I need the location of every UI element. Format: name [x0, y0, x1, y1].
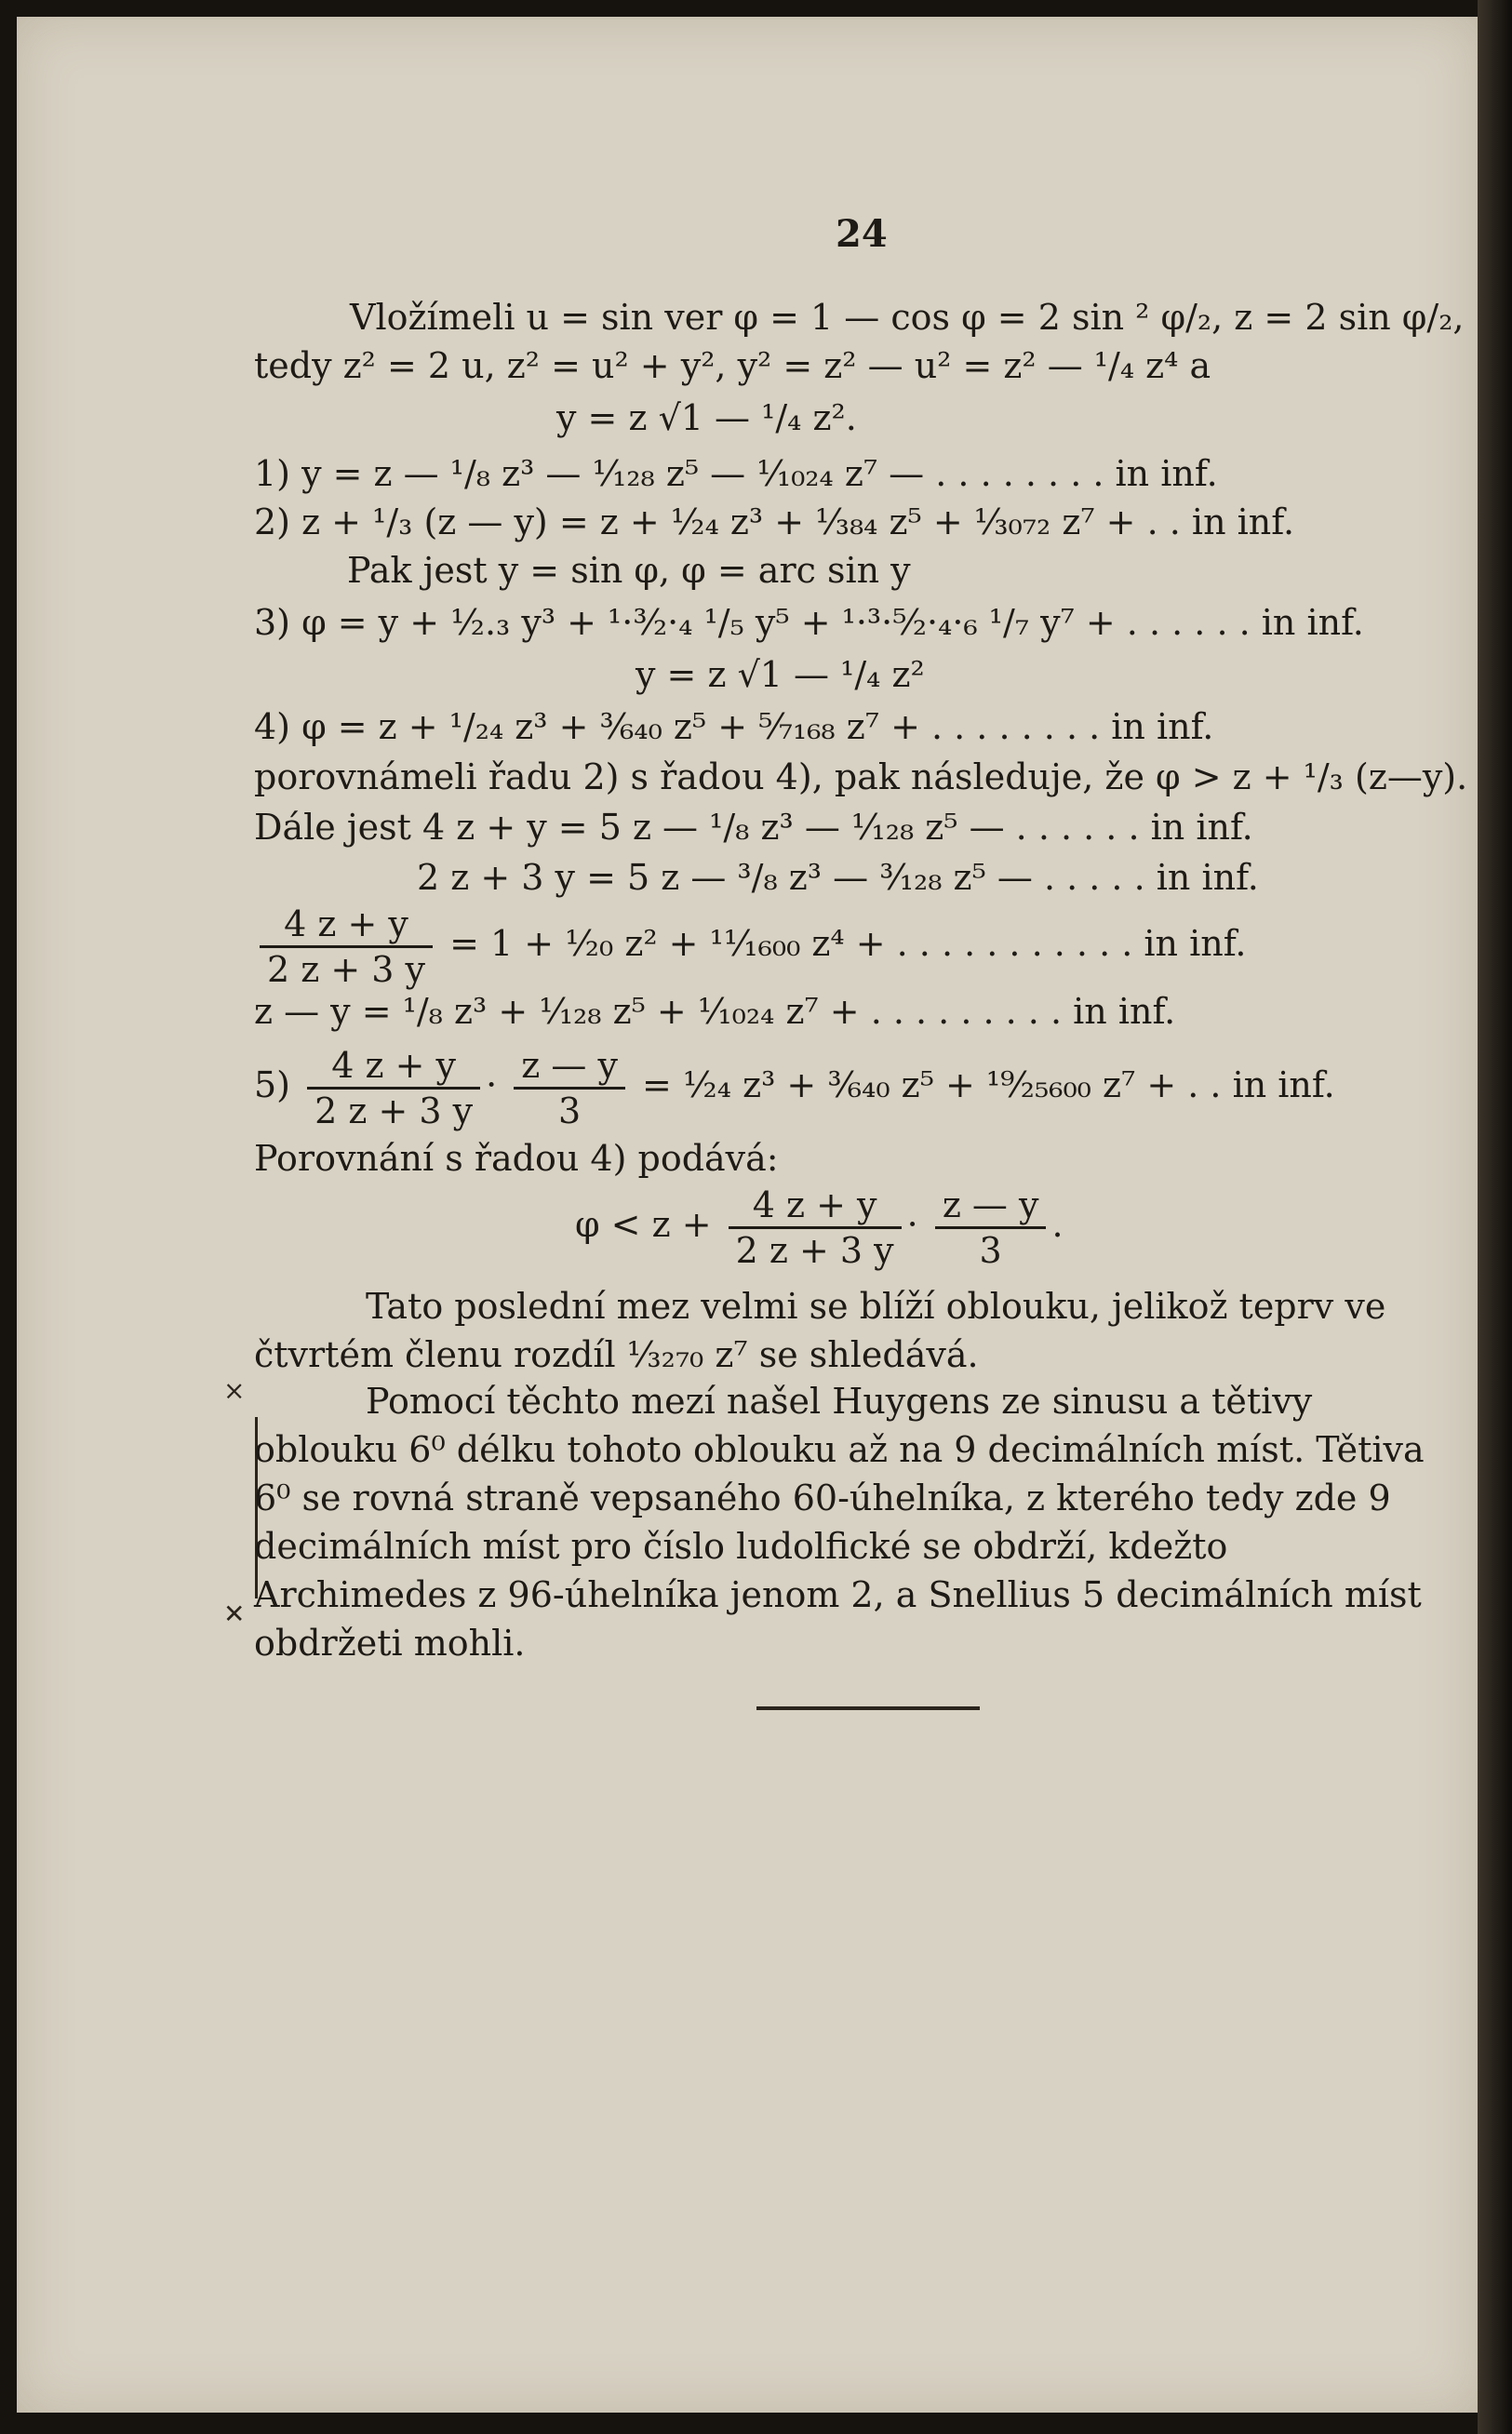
- fraction: [514, 1044, 625, 1132]
- page-number: 24: [836, 212, 888, 256]
- denominator: 2 z + 3 y: [267, 949, 425, 990]
- text-line-14: z — y = ¹/₈ z³ + ¹⁄₁₂₈ z⁵ + ¹⁄₁₀₂₄ z⁷ + . . . . . . . . . in inf.: [254, 991, 1176, 1032]
- book-spine-edge: [1478, 0, 1512, 2434]
- margin-mark-top: ×: [223, 1375, 246, 1406]
- denominator: 2 z + 3 y: [314, 1090, 474, 1131]
- text-line-3: y = z √1 — ¹/₄ z².: [556, 397, 857, 438]
- numerator: 4 z + y: [260, 903, 433, 948]
- paragraph-2: Pomocí těchto mezí našel Huygens ze sinusu a tětivy oblouku 6⁰ délku tohoto oblouku až na 9 decimálních míst. Tětiva 6⁰ se rovná straně vepsaného 60-úhelníka, z kterého tedy zde 9 decimálních míst pro číslo ludolfické se obdrží, kdežto Archimedes z 96-úhelníka jenom 2, a Snellius 5 decimálních míst obdržeti mohli.: [254, 1381, 1425, 1664]
- series-2: 2) z + ¹/₃ (z — y) = z + ¹⁄₂₄ z³ + ¹⁄₃₈₄ z⁵ + ¹⁄₃₀₇₂ z⁷ + . . in inf.: [254, 502, 1295, 542]
- fraction: [260, 903, 433, 991]
- fraction: [935, 1184, 1047, 1272]
- inequality-lhs: φ < z +: [575, 1204, 712, 1245]
- text-line-8: y = z √1 — ¹/₄ z²: [636, 654, 925, 695]
- numerator: z — y: [935, 1184, 1047, 1229]
- denominator: 3: [558, 1090, 582, 1131]
- text-line-16: Porovnání s řadou 4) podává:: [254, 1138, 779, 1179]
- series-3: 3) φ = y + ¹⁄₂.₃ y³ + ¹·³⁄₂·₄ ¹/₅ y⁵ + ¹·³·⁵⁄₂·₄·₆ ¹/₇ y⁷ + . . . . . . in inf.: [254, 602, 1364, 643]
- equation-5: 5) $\frac{4 z + y}{2 z + 3 y}$ · $\frac{z — y}{3}$ = ¹⁄₂₄ z³ + ³⁄₆₄₀ z⁵ + ¹⁹⁄₂₅₆₀₀ z⁷ + . . in inf.: [254, 1045, 1335, 1131]
- equation-rest: = ¹⁄₂₄ z³ + ³⁄₆₄₀ z⁵ + ¹⁹⁄₂₅₆₀₀ z⁷ + . . in inf.: [642, 1064, 1335, 1105]
- numerator: z — y: [514, 1044, 625, 1090]
- margin-mark-bottom: ✕: [223, 1598, 246, 1629]
- denominator: 3: [979, 1230, 1002, 1271]
- text-line-6: Pak jest y = sin φ, φ = arc sin y: [347, 550, 911, 591]
- series-4: 4) φ = z + ¹/₂₄ z³ + ³⁄₆₄₀ z⁵ + ⁵⁄₇₁₆₈ z⁷ + . . . . . . . . in inf.: [254, 706, 1214, 747]
- text-line-11: Dále jest 4 z + y = 5 z — ¹/₈ z³ — ¹⁄₁₂₈ z⁵ — . . . . . . in inf.: [254, 807, 1253, 848]
- text-line-12: 2 z + 3 y = 5 z — ³/₈ z³ — ³⁄₁₂₈ z⁵ — . . . . . in inf.: [417, 857, 1259, 898]
- section-divider: [756, 1706, 980, 1710]
- text-line-1: Vložímeli u = sin ver φ = 1 — cos φ = 2 sin ² φ/₂, z = 2 sin φ/₂,: [350, 297, 1465, 338]
- book-page: [17, 17, 1478, 2413]
- inequality: φ < z + $\frac{4 z + y}{2 z + 3 y}$ · $\frac{z — y}{3}$ .: [575, 1184, 1064, 1271]
- fraction: [729, 1184, 902, 1272]
- numerator: 4 z + y: [307, 1044, 480, 1090]
- numerator: 4 z + y: [729, 1184, 902, 1229]
- equation-label: 5): [254, 1064, 291, 1105]
- fraction: [307, 1044, 480, 1132]
- paragraph-1: Tato poslední mez velmi se blíží oblouku, jelikož teprv ve čtvrtém členu rozdíl ¹⁄₃₂₇₀ z⁷ se shledává.: [254, 1286, 1386, 1375]
- text-line-10: porovnámeli řadu 2) s řadou 4), pak následuje, že φ > z + ¹/₃ (z—y).: [254, 756, 1468, 797]
- series-1: 1) y = z — ¹/₈ z³ — ¹⁄₁₂₈ z⁵ — ¹⁄₁₀₂₄ z⁷ — . . . . . . . . in inf.: [254, 453, 1218, 494]
- equation-rest: = 1 + ¹⁄₂₀ z² + ¹¹⁄₁₆₀₀ z⁴ + . . . . . . . . . . . in inf.: [449, 923, 1247, 964]
- denominator: 2 z + 3 y: [735, 1230, 894, 1271]
- text-line-2: tedy z² = 2 u, z² = u² + y², y² = z² — u² = z² — ¹/₄ z⁴ a: [254, 345, 1211, 386]
- equation-13: [254, 903, 1247, 991]
